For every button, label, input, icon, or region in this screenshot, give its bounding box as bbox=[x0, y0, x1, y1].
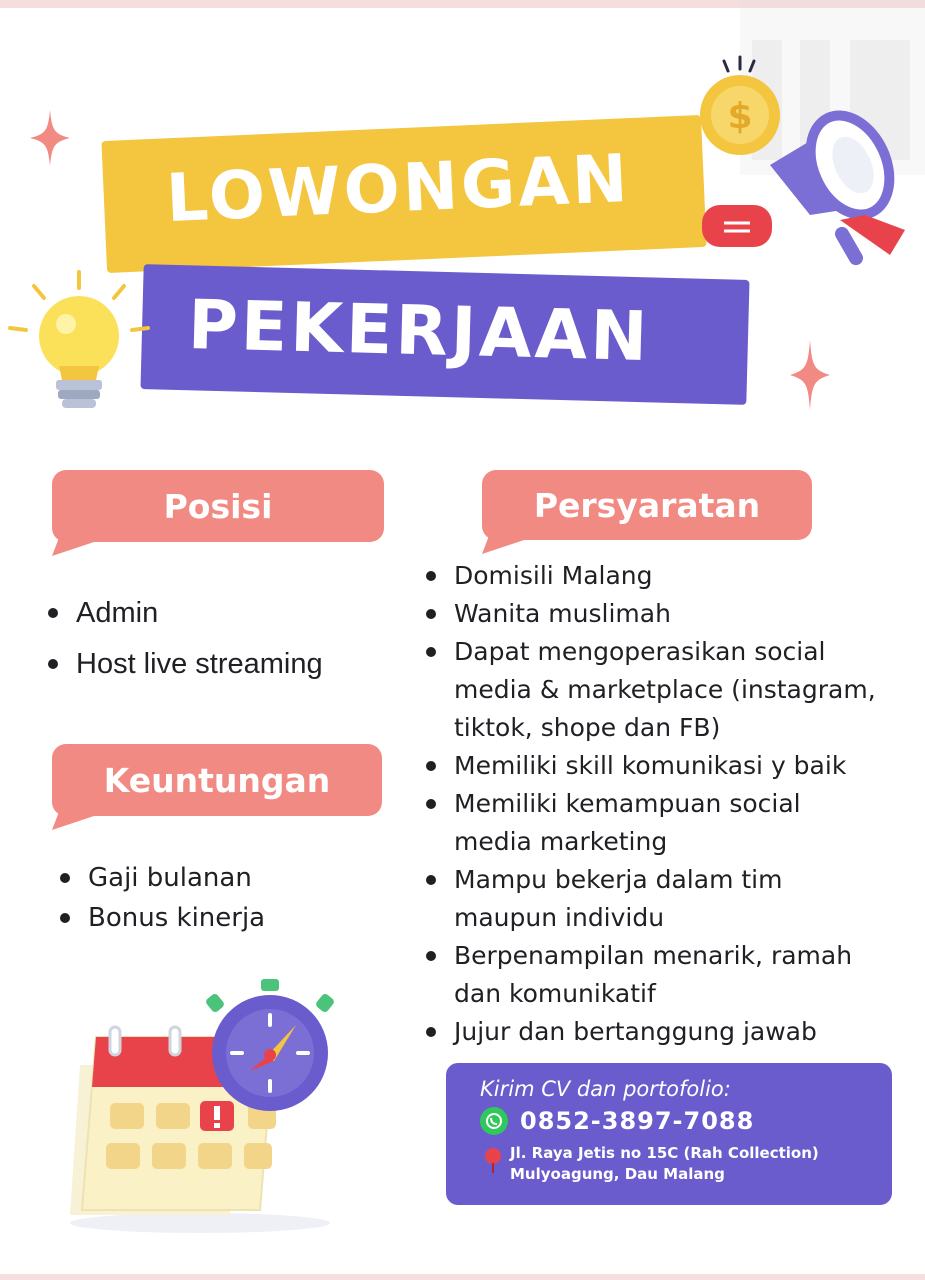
posisi-list bbox=[46, 588, 323, 690]
list-item: Wanita muslimah bbox=[424, 595, 924, 633]
frame-bottom bbox=[0, 1274, 925, 1280]
contact-box bbox=[446, 1063, 892, 1205]
posisi-label-text: Posisi bbox=[163, 486, 273, 526]
sparkle-icon bbox=[790, 340, 830, 410]
list-item: Memiliki kemampuan social media marketing bbox=[424, 785, 924, 861]
address-line-2: Mulyoagung, Dau Malang bbox=[510, 1165, 725, 1183]
persyaratan-list bbox=[424, 557, 924, 1051]
megaphone-icon bbox=[690, 55, 915, 275]
list-item: Admin bbox=[46, 588, 323, 639]
posisi-label bbox=[52, 470, 384, 542]
list-item: Bonus kinerja bbox=[58, 898, 265, 938]
list-item: Dapat mengoperasikan social media & marketplace (instagram, tiktok, shope dan FB) bbox=[424, 633, 924, 747]
persyaratan-label bbox=[482, 470, 812, 540]
svg-text:$: $ bbox=[727, 96, 753, 137]
whatsapp-row[interactable] bbox=[480, 1107, 754, 1135]
sparkle-icon bbox=[30, 110, 70, 166]
cv-instruction: Kirim CV dan portofolio: bbox=[480, 1077, 731, 1101]
list-item: Domisili Malang bbox=[424, 557, 924, 595]
title-line-1: LOWONGAN bbox=[164, 139, 632, 238]
calendar-icon bbox=[60, 975, 350, 1235]
phone-number[interactable]: 0852-3897-7088 bbox=[520, 1107, 755, 1135]
list-item: Jujur dan bertanggung jawab bbox=[424, 1013, 924, 1051]
persyaratan-label-text: Persyaratan bbox=[533, 485, 761, 525]
map-pin-icon bbox=[484, 1147, 502, 1173]
whatsapp-icon bbox=[480, 1107, 508, 1135]
keuntungan-label bbox=[52, 744, 382, 816]
list-item: Mampu bekerja dalam tim maupun individu bbox=[424, 861, 924, 937]
lightbulb-icon bbox=[4, 268, 154, 418]
list-item: Memiliki skill komunikasi y baik bbox=[424, 747, 924, 785]
address-line-1: Jl. Raya Jetis no 15C (Rah Collection) bbox=[510, 1144, 819, 1162]
keuntungan-list bbox=[58, 858, 265, 938]
list-item: Gaji bulanan bbox=[58, 858, 265, 898]
list-item: Host live streaming bbox=[46, 639, 323, 690]
title-line-2: PEKERJAAN bbox=[187, 285, 652, 378]
keuntungan-label-text: Keuntungan bbox=[103, 760, 331, 800]
address bbox=[510, 1143, 819, 1185]
list-item: Berpenampilan menarik, ramah dan komunikatif bbox=[424, 937, 924, 1013]
